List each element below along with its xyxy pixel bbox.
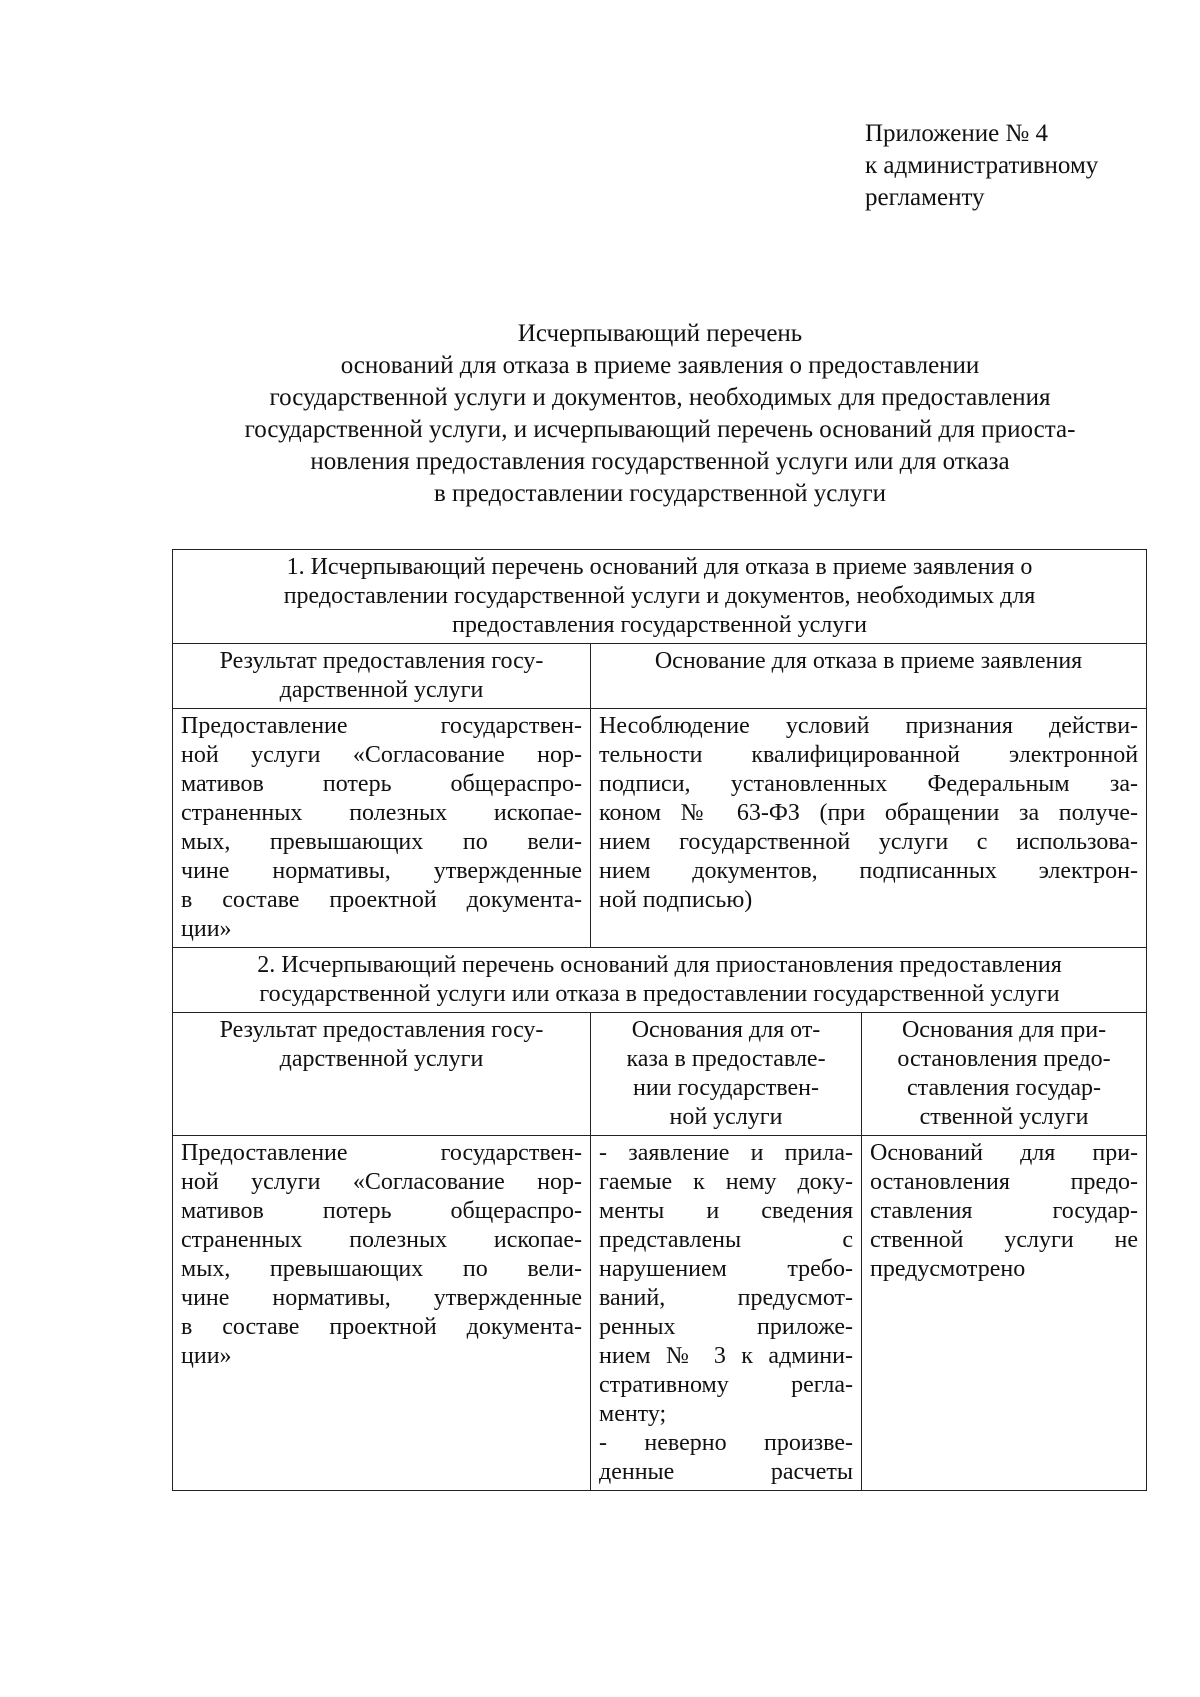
- section1-heading-line: предоставления государственной услуги: [452, 612, 867, 638]
- appendix-line: Приложение № 4: [865, 120, 1049, 147]
- title-line: государственной услуги, и исчерпывающий перечень оснований для приоста-: [244, 416, 1076, 443]
- section2-suspend-cell: Оснований для при- остановления предо- ставления государ- ственной услуги не предусмотрено: [862, 1136, 1147, 1491]
- section2-heading-row: [173, 948, 1147, 1013]
- section1-heading-line: 1. Исчерпывающий перечень оснований для отказа в приеме заявления о: [286, 554, 1033, 580]
- section2-data-row: [173, 1136, 1147, 1491]
- section2-heading: [173, 948, 1147, 1013]
- section1-result-cell: Предоставление государствен- ной услуги «Согласование нор- мативов потерь общераспро- страненных полезных ископае- мых, превышающих по вели- чине нормативы, утвержденные в составе проектной документа- ции»: [173, 709, 591, 948]
- appendix-line: к административному: [865, 152, 1099, 179]
- title-line: оснований для отказа в приеме заявления о предоставлении: [340, 352, 980, 379]
- section2-header-row: [173, 1013, 1147, 1136]
- appendix-line: регламенту: [865, 184, 985, 211]
- section2-heading-line: 2. Исчерпывающий перечень оснований для приостановления предоставления: [257, 952, 1062, 978]
- section2-heading-line: государственной услуги или отказа в предоставлении государственной услуги: [259, 981, 1060, 1007]
- section1-col-result: Результат предоставления госу- дарственной услуги: [173, 644, 591, 709]
- section2-col-suspend: Основания для при- остановления предо- ставления государ- ственной услуги: [862, 1013, 1147, 1136]
- section2-result-cell: Предоставление государствен- ной услуги «Согласование нор- мативов потерь общераспро- страненных полезных ископае- мых, превышающих по вели- чине нормативы, утвержденные в составе проектной документа- ции»: [173, 1136, 591, 1491]
- section1-heading-line: предоставлении государственной услуги и документов, необходимых для: [283, 583, 1036, 609]
- section1-heading-row: [173, 550, 1147, 644]
- document-title: [150, 318, 1170, 510]
- title-line: государственной услуги и документов, необходимых для предоставления: [269, 384, 1051, 411]
- section2-col-result: Результат предоставления госу- дарственной услуги: [173, 1013, 591, 1136]
- appendix-reference: [865, 118, 1185, 214]
- section2-refusal-cell: - заявление и прила- гаемые к нему доку- менты и сведения представлены с нарушением требо- ваний, предусмот- ренных приложе- нием № 3 к админи- стративному регла- менту; - неверно произве- денные расчеты: [591, 1136, 862, 1491]
- title-line: Исчерпывающий перечень: [517, 320, 803, 347]
- section1-heading: [173, 550, 1147, 644]
- section1-data-row: [173, 709, 1147, 948]
- section1-header-row: [173, 644, 1147, 709]
- section1-col-basis: Основание для отказа в приеме заявления: [591, 644, 1147, 709]
- title-line: в предоставлении государственной услуги: [433, 480, 887, 507]
- grounds-table: [172, 549, 1147, 1491]
- title-line: новления предоставления государственной услуги или для отказа: [310, 448, 1010, 475]
- section2-col-refusal: Основания для от- каза в предоставле- нии государствен- ной услуги: [591, 1013, 862, 1136]
- section1-basis-cell: Несоблюдение условий признания действи- тельности квалифицированной электронной подписи, установленных Федеральным за- коном № 63-ФЗ (при обращении за получе- нием государственной услуги с использова- нием документов, подписанных электрон- ной подписью): [591, 709, 1147, 948]
